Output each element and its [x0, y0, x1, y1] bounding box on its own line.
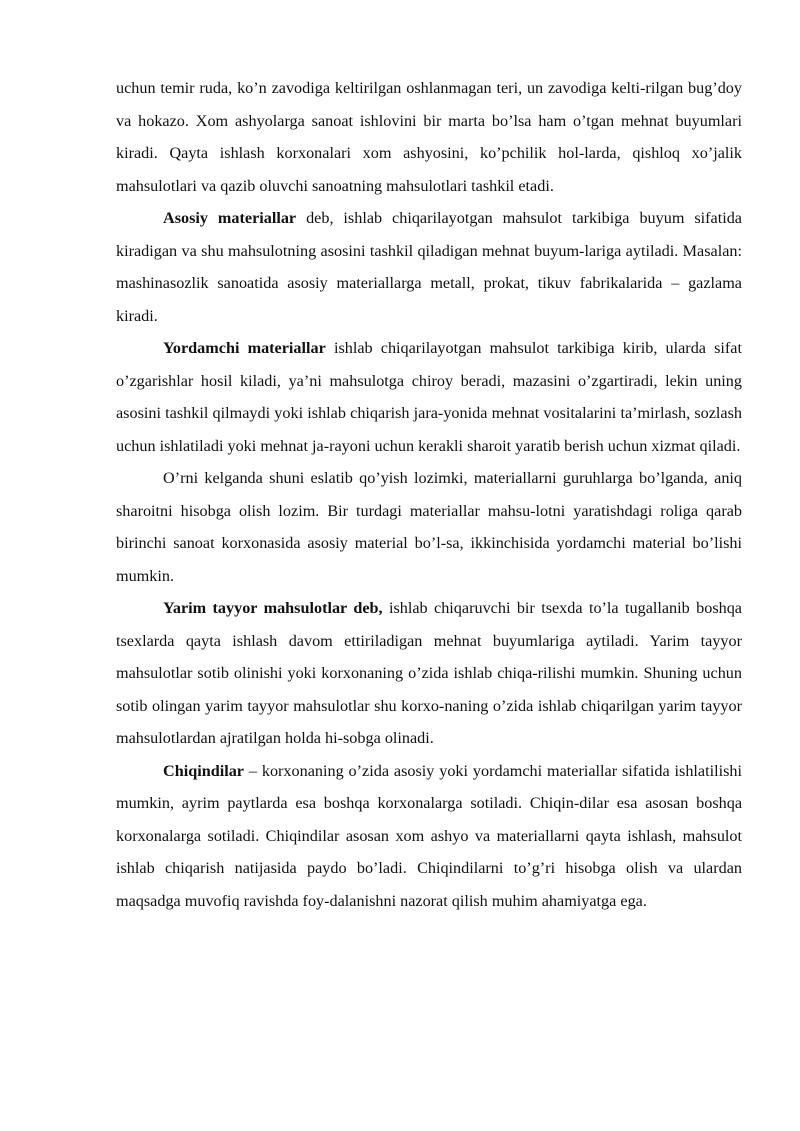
term-auxiliary-materials: Yordamchi materiallar — [163, 339, 326, 357]
paragraph-text: ishlab chiqarilayotgan mahsulot tarkibiga kirib, ularda sifat o’zgarishlar hosil kiladi, ya’ni mahsulotga chiroy beradi, mazasini o’zgartiradi, lekin uning asosini tashkil qilmaydi yoki ishlab chiqarish jara-yonida mehnat vositalarini ta’mirlash, sozlash uchun ishlatiladi yoki mehnat ja-rayoni uchun kerakli sharoit yaratib berish uchun xizmat qiladi. — [116, 339, 742, 455]
paragraph-text: – korxonaning o’zida asosiy yoki yordamchi materiallar sifatida ishlatilishi mumkin, ayrim paytlarda esa boshqa korxonalarga sotiladi. Chiqin-dilar esa asosan boshqa korxonalarga sotiladi. Chiqindilar asosan xom ashyo va materiallarni qayta ishlash, mahsulot ishlab chiqarish natijasida paydo bo’ladi. Chiqindilarni to’g’ri hisobga olish va ulardan maqsadga muvofiq ravishda foy-dalanishni nazorat qilish muhim ahamiyatga ega. — [116, 761, 742, 910]
paragraph-material-grouping-note — [116, 462, 742, 592]
paragraph-text: uchun temir ruda, ko’n zavodiga keltirilgan oshlanmagan teri, un zavodiga kelti-rilgan bug’doy va hokazo. Xom ashyolarga sanoat ishlovini bir marta bo’lsa ham o’tgan mehnat buyumlari kiradi. Qayta ishlash korxonalari xom ashyosini, ko’pchilik hol-larda, qishloq xo’jalik mahsulotlari va qazib oluvchi sanoatning mahsulotlari tashkil etadi. — [116, 79, 742, 195]
paragraph-main-materials — [116, 202, 742, 332]
term-waste: Chiqindilar — [163, 761, 244, 780]
paragraph-text: ishlab chiqaruvchi bir tsexda to’la tugallanib boshqa tsexlarda qayta ishlash davom ettiriladigan mehnat buyumlariga aytiladi. Yarim tayyor mahsulotlar sotib olinishi yoki korxonaning o’zida ishlab chiqa-rilishi mumkin. Shuning uchun sotib olingan yarim tayyor mahsulotlar shu korxo-naning o’zida ishlab chiqarilgan yarim tayyor mahsulotlardan ajratilgan holda hi-sobga olinadi. — [116, 599, 742, 747]
term-semi-finished-products: Yarim tayyor mahsulotlar deb, — [163, 599, 383, 617]
paragraph-raw-materials-continuation — [116, 72, 742, 202]
paragraph-text: O’rni kelganda shuni eslatib qo’yish lozimki, materiallarni guruhlarga bo’lganda, aniq sharoitni hisobga olish lozim. Bir turdagi materiallar mahsu-lotni yaratishdagi roliga qarab birinchi sanoat korxonasida asosiy material bo’l-sa, ikkinchisida yordamchi material bo’lishi mumkin. — [116, 469, 742, 585]
paragraph-waste — [116, 755, 742, 918]
paragraph-text: deb, ishlab chiqarilayotgan mahsulot tarkibiga buyum sifatida kiradigan va shu mahsulotning asosini tashkil qiladigan mehnat buyum-lariga aytiladi. Masalan: mashinasozlik sanoatida asosiy materiallarga metall, prokat, tikuv fabrikalarida – gazlama kiradi. — [116, 209, 742, 325]
paragraph-auxiliary-materials — [116, 332, 742, 462]
paragraph-semi-finished-products — [116, 592, 742, 755]
term-main-materials: Asosiy materiallar — [163, 209, 297, 227]
document-page — [116, 72, 742, 917]
